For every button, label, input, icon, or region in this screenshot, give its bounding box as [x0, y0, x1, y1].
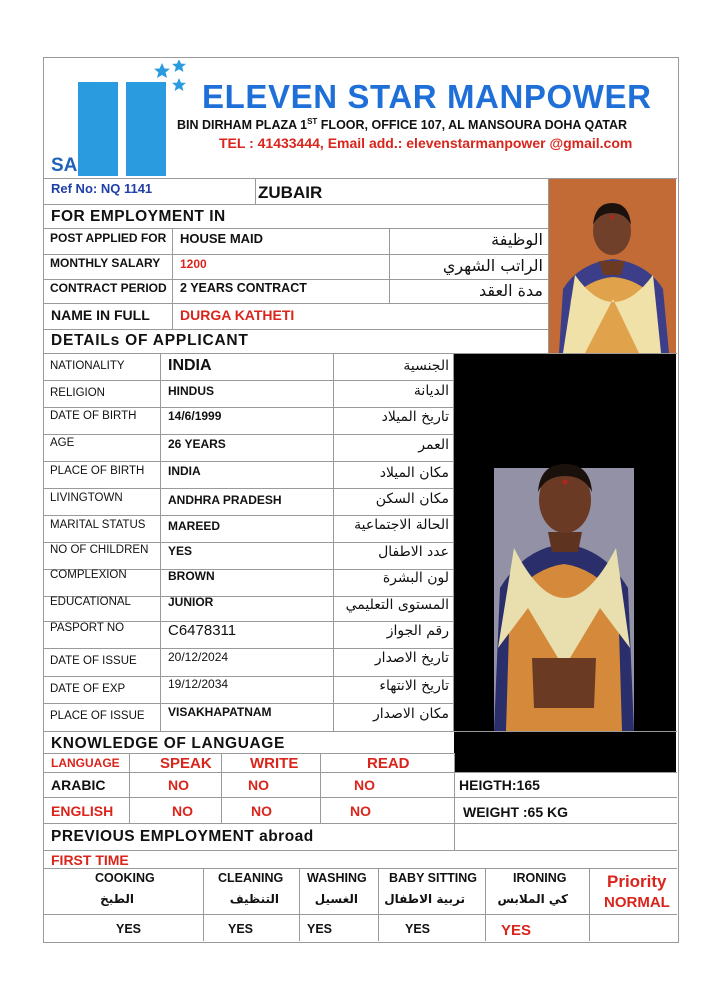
star-icon	[172, 78, 186, 91]
first-time-label: FIRST TIME	[51, 852, 129, 868]
full-name-label: NAME IN FULL	[51, 307, 150, 323]
company-name: ELEVEN STAR MANPOWER	[202, 78, 652, 115]
logo-prefix: SA	[51, 155, 78, 176]
priority-label: Priority	[607, 872, 667, 891]
company-address: BIN DIRHAM PLAZA 1ST FLOOR, OFFICE 107, AL MANSOURA DOHA QATAR	[177, 117, 628, 133]
star-icon	[172, 60, 186, 72]
weight-value: WEIGHT :65 KG	[463, 804, 569, 820]
applicant-photo-small	[549, 179, 676, 353]
company-contact: TEL : 41433444, Email add.: elevenstarmanpower @gmail.com	[219, 135, 633, 151]
full-name-value: DURGA KATHETI	[180, 307, 295, 323]
star-icon	[154, 63, 170, 78]
previous-employment-heading: PREVIOUS EMPLOYMENT abroad	[51, 828, 314, 845]
agent-name: ZUBAIR	[258, 183, 323, 202]
redacted-block	[454, 354, 676, 408]
language-black-bar	[454, 732, 676, 772]
applicant-photo-large	[454, 408, 676, 731]
language-heading: KNOWLEDGE OF LANGUAGE	[51, 735, 285, 752]
height-value: HEIGTH:165	[459, 777, 540, 793]
priority-value: NORMAL	[604, 894, 670, 911]
employment-heading: FOR EMPLOYMENT IN	[51, 208, 226, 225]
ref-number: Ref No: NQ 1141	[51, 181, 153, 196]
details-heading: DETAILs OF APPLICANT	[51, 332, 249, 349]
